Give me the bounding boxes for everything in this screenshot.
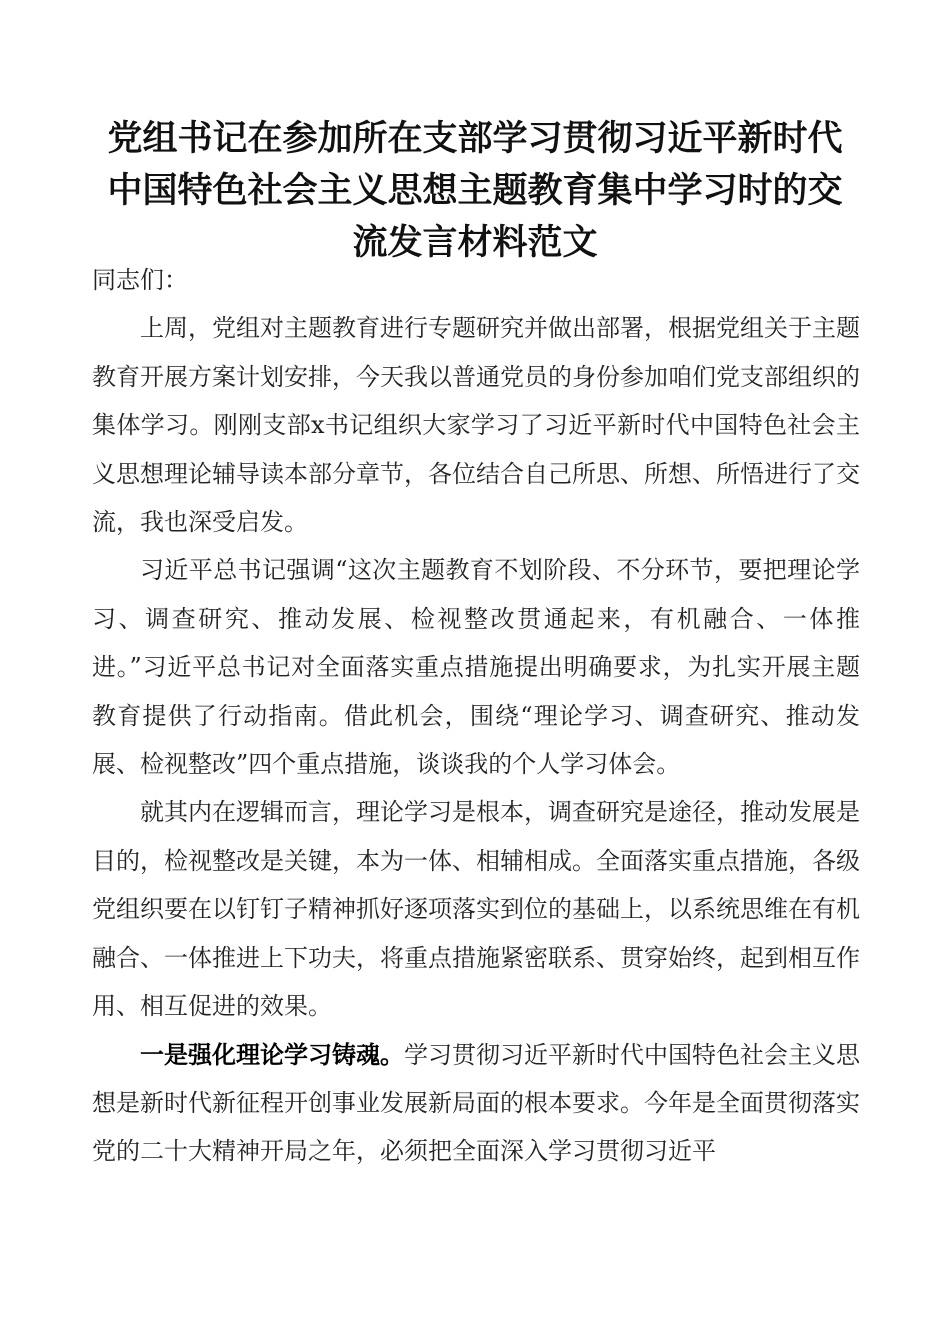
title-line-1: 党组书记在参加所在支部学习贯彻习近平新时代: [107, 119, 843, 159]
paragraph-4: [92, 1031, 860, 1176]
title-line-3: 流发言材料范文: [352, 223, 598, 263]
paragraph-4-lead: 一是强化理论学习铸魂。: [140, 1040, 404, 1069]
paragraph-2-text: 习近平总书记强调“这次主题教育不划阶段、不分环节，要把理论学习、调查研究、推动发展、检视整改贯通起来，有机融合、一体推进。”习近平总书记对全面落实重点措施提出明确要求，为扎实开展主题教育提供了行动指南。借此机会，围绕“理论学习、调查研究、推动发展、检视整改”四个重点措施，谈谈我的个人学习体会。: [92, 556, 860, 779]
paragraph-2: [92, 546, 860, 788]
paragraph-1: [92, 304, 860, 546]
document-title: [60, 113, 890, 269]
paragraph-3: [92, 788, 860, 1030]
salutation: 同志们：: [92, 266, 188, 294]
document-body: [92, 256, 860, 1176]
paragraph-3-text: 就其内在逻辑而言，理论学习是根本，调查研究是途径，推动发展是目的，检视整改是关键，本为一体、相辅相成。全面落实重点措施，各级党组织要在以钉钉子精神抓好逐项落实到位的基础上，以系统思维在有机融合、一体推进上下功夫，将重点措施紧密联系、贯穿始终，起到相互作用、相互促进的效果。: [92, 798, 860, 1021]
paragraph-1-text: 上周，党组对主题教育进行专题研究并做出部署，根据党组关于主题教育开展方案计划安排，今天我以普通党员的身份参加咱们党支部组织的集体学习。刚刚支部x书记组织大家学习了习近平新时代中国特色社会主义思想理论辅导读本部分章节，各位结合自己所思、所想、所悟进行了交流，我也深受启发。: [92, 314, 860, 537]
title-line-2: 中国特色社会主义思想主题教育集中学习时的交: [107, 171, 843, 211]
paragraph-4-text: 学习贯彻习近平新时代中国特色社会主义思想是新时代新征程开创事业发展新局面的根本要求。今年是全面贯彻落实党的二十大精神开局之年，必须把全面深入学习贯彻习近平: [92, 1040, 860, 1166]
